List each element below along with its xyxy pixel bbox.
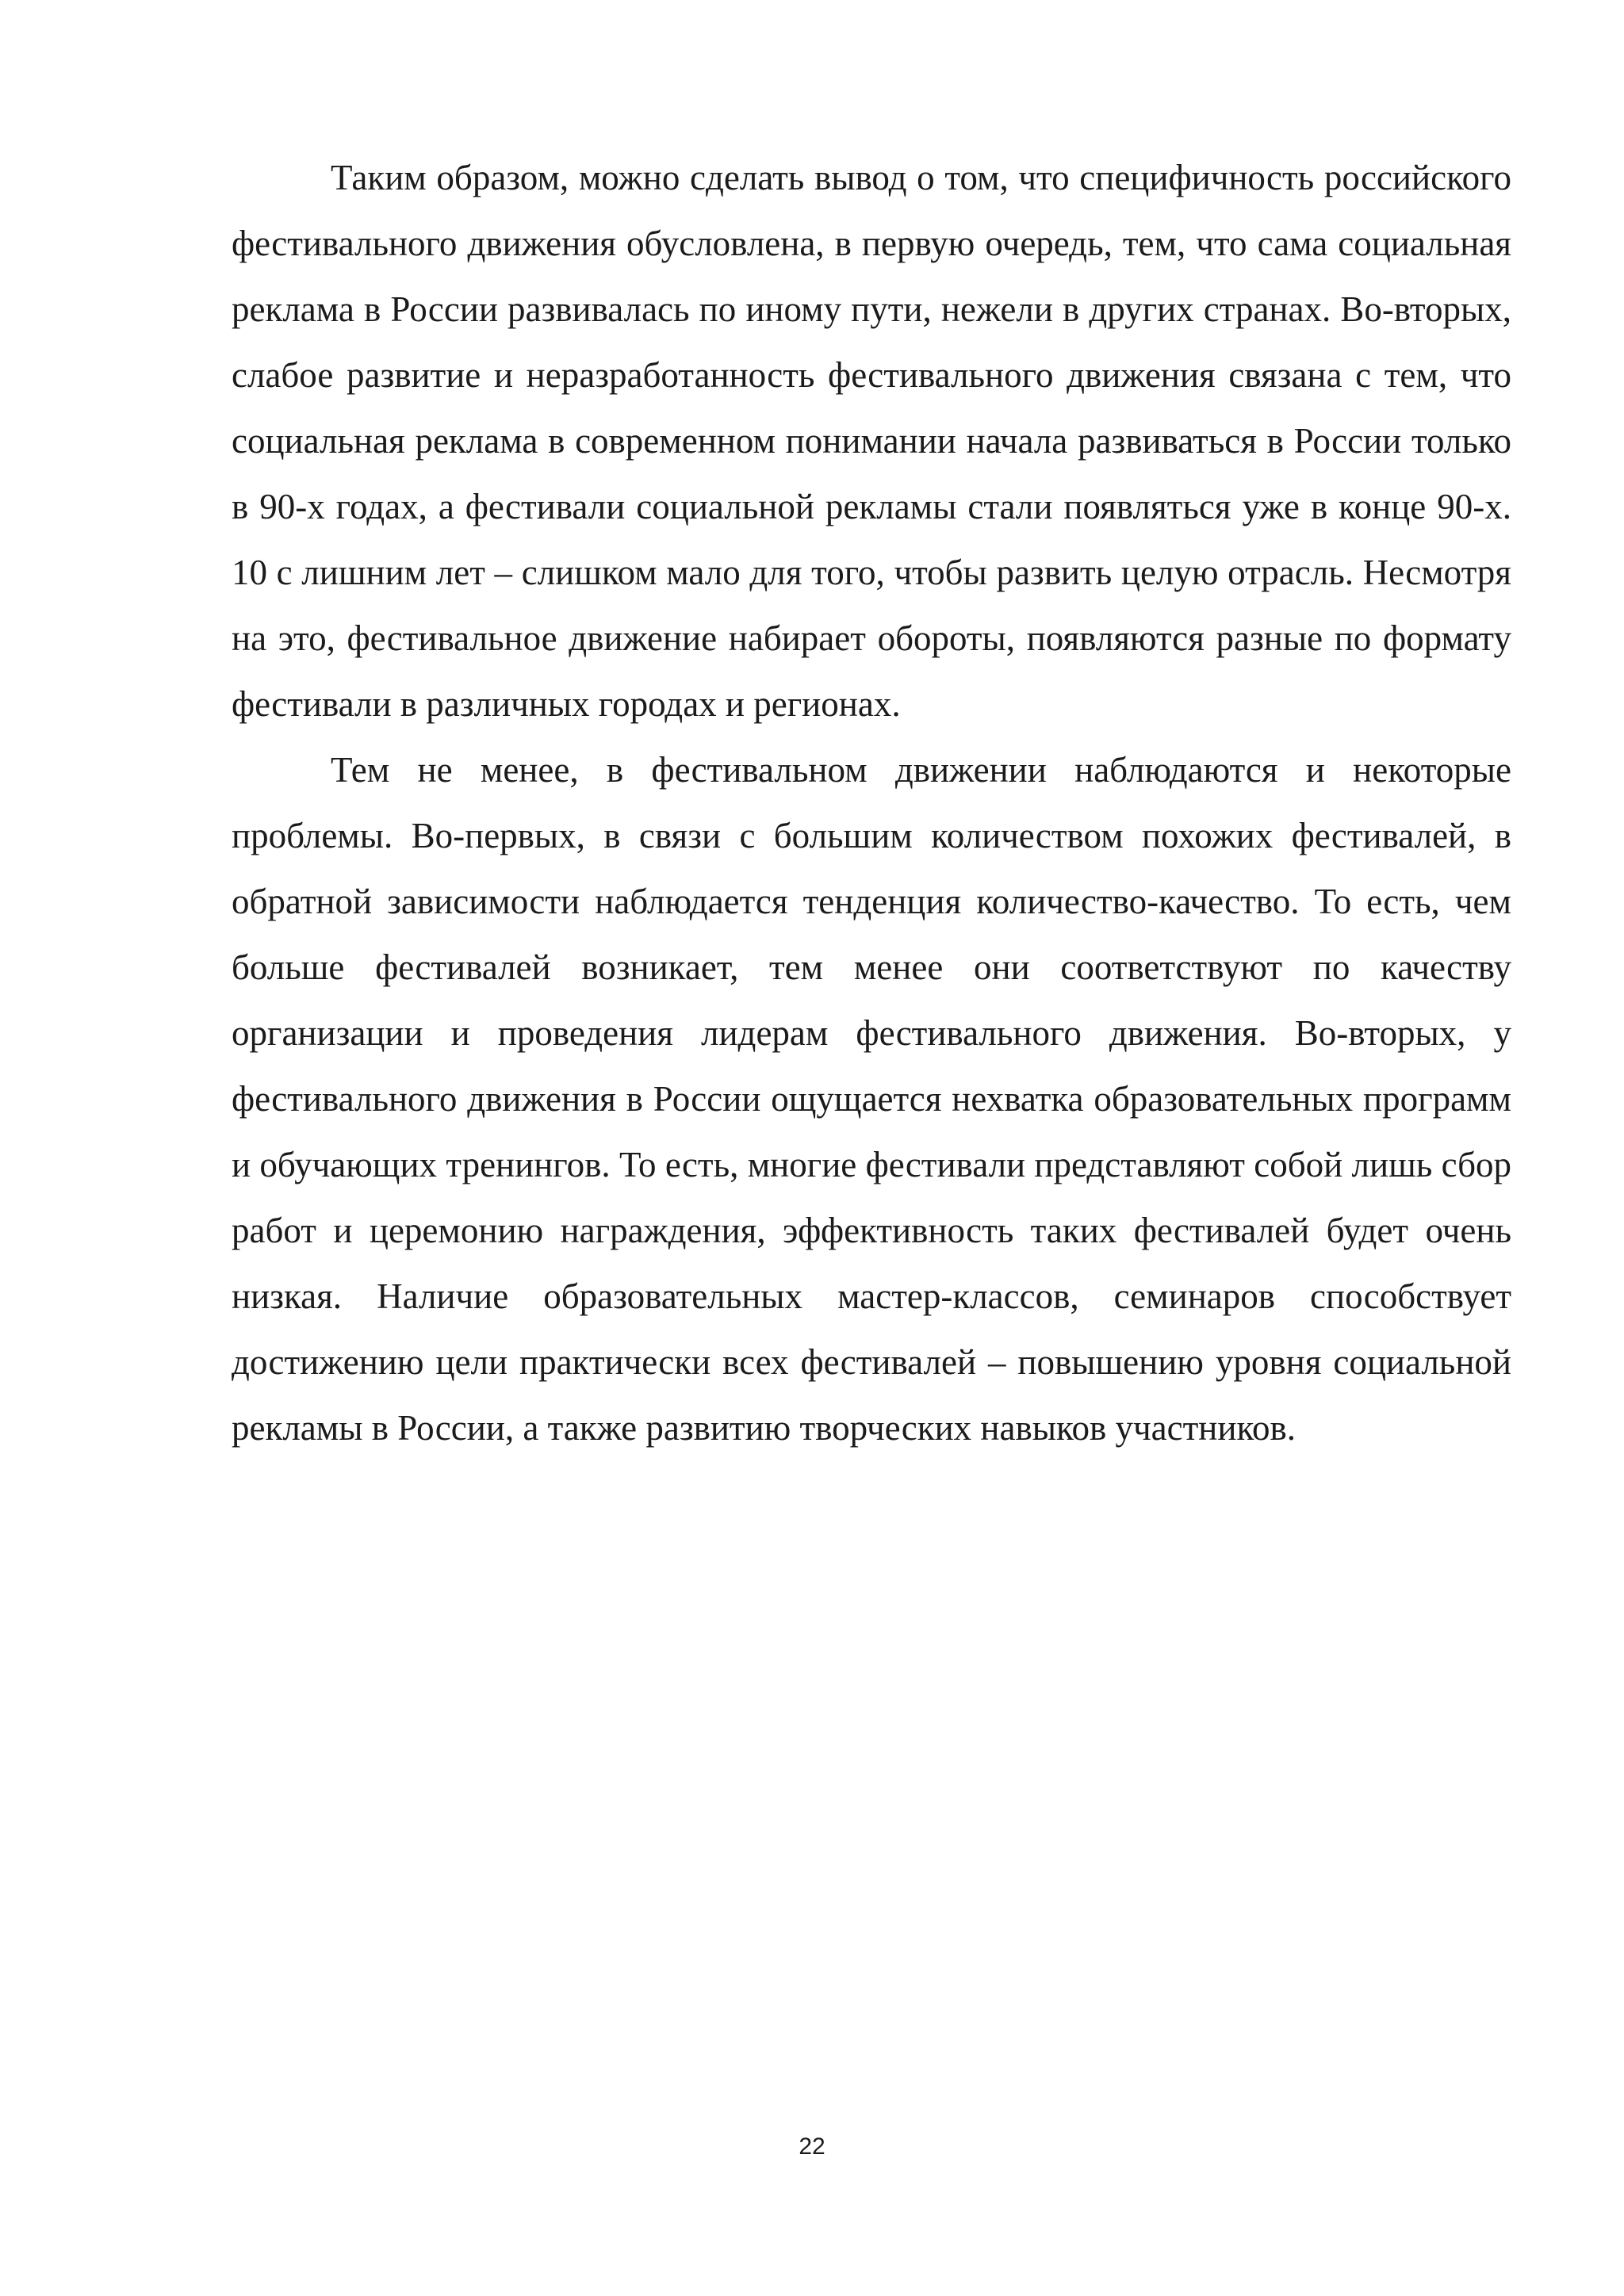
paragraph-problems: Тем не менее, в фестивальном движении наблюдаются и некоторые проблемы. Во-первых, в связи с большим количеством похожих фестивалей, в обратной зависимости наблюдается тенденция количество-качество. То есть, чем больше фестивалей возникает, тем менее они соответствуют по качеству организации и проведения лидерам фестивального движения. Во-вторых, у фестивального движения в России ощущается нехватка образовательных программ и обучающих тренингов. То есть, многие фестивали представляют собой лишь сбор работ и церемонию награждения, эффективность таких фестивалей будет очень низкая. Наличие образовательных мастер-классов, семинаров способствует достижению цели практически всех фестивалей – повышению уровня социальной рекламы в России, а также развитию творческих навыков участников.: [232, 750, 1511, 1448]
page-number: 22: [799, 2133, 825, 2160]
body-text: [232, 145, 1511, 1461]
paragraph-conclusion: Таким образом, можно сделать вывод о том, что специфичность российского фестивального движения обусловлена, в первую очередь, тем, что сама социальная реклама в России развивалась по иному пути, нежели в других странах. Во-вторых, слабое развитие и неразработанность фестивального движения связана с тем, что социальная реклама в современном понимании начала развиваться в России только в 90-х годах, а фестивали социальной рекламы стали появляться уже в конце 90-х. 10 с лишним лет – слишком мало для того, чтобы развить целую отрасль. Несмотря на это, фестивальное движение набирает обороты, появляются разные по формату фестивали в различных городах и регионах.: [232, 158, 1511, 724]
